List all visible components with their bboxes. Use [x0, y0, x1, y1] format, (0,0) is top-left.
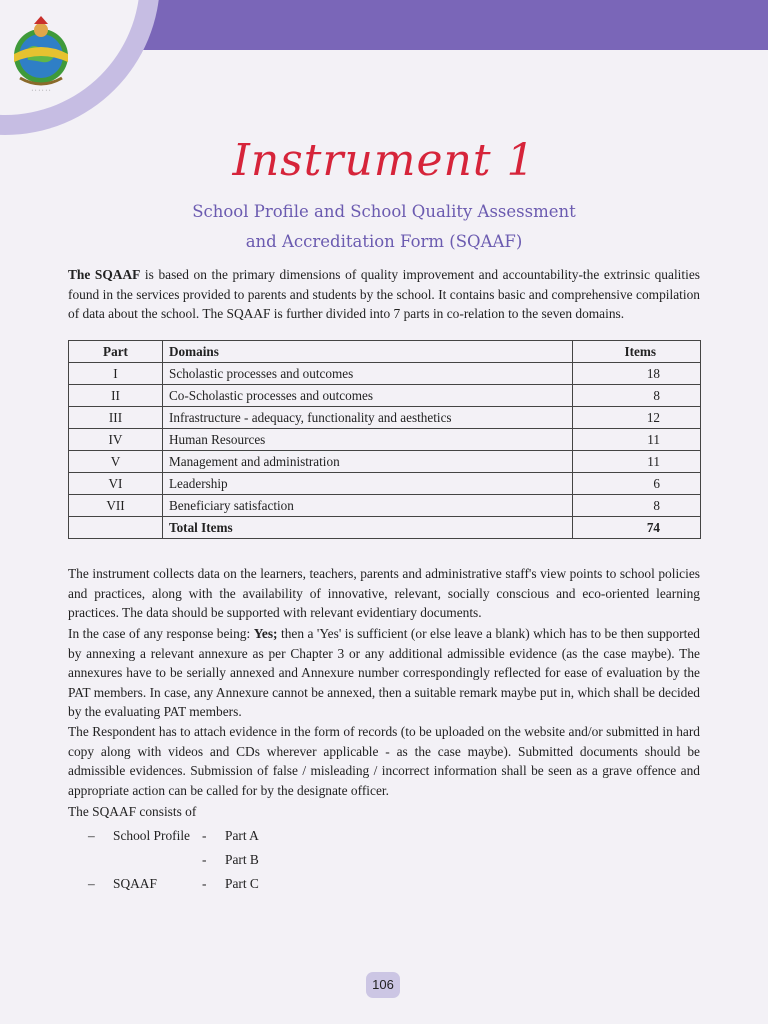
- list-name: SQAAF: [113, 876, 157, 891]
- cell-items: 8: [573, 385, 701, 407]
- cell-domain: Infrastructure - adequacy, functionality and aesthetics: [163, 407, 573, 429]
- page-title: Instrument 1: [232, 135, 536, 186]
- total-value: 74: [573, 517, 701, 539]
- cell-domain: Management and administration: [163, 451, 573, 473]
- cell-part: II: [69, 385, 163, 407]
- cell-part: III: [69, 407, 163, 429]
- cell-part: I: [69, 363, 163, 385]
- consists-label: The SQAAF consists of: [68, 804, 197, 819]
- list-separator: -: [202, 828, 207, 843]
- p2-after: then a 'Yes' is sufficient (or else leave a blank) which has to be then supported by annexing a relevant annexure as per Chapter 3 or any additional admissible evidence (as the case maybe). The annexures have to be serially annexed and Annexure number correspondingly reflected for ease of evaluation by the PAT members. In case, any Annexure cannot be annexed, then a suitable remark maybe put in, which shall be decided by the evaluating PAT members.: [68, 626, 700, 719]
- cell-part: V: [69, 451, 163, 473]
- table-row: [69, 429, 701, 451]
- cell-items: 8: [573, 495, 701, 517]
- cell-items: 11: [573, 451, 701, 473]
- p2-bold: Yes;: [253, 626, 278, 641]
- list-dash: –: [88, 828, 95, 843]
- cell-items: 12: [573, 407, 701, 429]
- table-row: [69, 363, 701, 385]
- header-part: Part: [69, 341, 163, 363]
- table-total-row: [69, 517, 701, 539]
- intro-paragraph: [68, 265, 700, 324]
- list-dash: –: [88, 876, 95, 891]
- table-row: [69, 473, 701, 495]
- p2-before: In the case of any response being:: [68, 626, 254, 641]
- cell-domain: Co-Scholastic processes and outcomes: [163, 385, 573, 407]
- intro-text: is based on the primary dimensions of quality improvement and accountability-the extrinsic qualities found in the services provided to parents and students by the school. It contains basic and comprehensive compilation of data about the school. The SQAAF is further divided into 7 parts in co-relation to the seven domains.: [68, 267, 700, 321]
- page-number-badge: 106: [366, 972, 400, 998]
- table-row: [69, 451, 701, 473]
- body-paragraph-3: The Respondent has to attach evidence in the form of records (to be uploaded on the website and/or submitted in hard copy along with videos and CDs wherever applicable - as the case maybe). Submitted documents should be admissible evidences. Submission of false / misleading / incorrect information shall be seen as a grave offence and appropriate action can be called for by the designate officer.: [68, 724, 700, 798]
- list-separator: -: [202, 876, 207, 891]
- cell-part-empty: [69, 517, 163, 539]
- header-domains: Domains: [163, 341, 573, 363]
- total-label: Total Items: [163, 517, 573, 539]
- cell-domain: Beneficiary satisfaction: [163, 495, 573, 517]
- cell-domain: Human Resources: [163, 429, 573, 451]
- cell-domain: Scholastic processes and outcomes: [163, 363, 573, 385]
- subtitle-line-2: and Accreditation Form (SQAAF): [245, 232, 523, 251]
- body-paragraph-2: [68, 624, 700, 722]
- list-separator: -: [202, 852, 207, 867]
- list-part: Part A: [225, 828, 259, 843]
- cell-domain: Leadership: [163, 473, 573, 495]
- list-name: School Profile: [113, 828, 190, 843]
- table-row: [69, 407, 701, 429]
- svg-text:· · · · · ·: · · · · · ·: [31, 88, 51, 94]
- subtitle-line-1: School Profile and School Quality Assessment: [192, 202, 576, 221]
- intro-bold: The SQAAF: [68, 267, 141, 282]
- cell-items: 6: [573, 473, 701, 495]
- list-part: Part C: [225, 876, 259, 891]
- table-header-row: [69, 341, 701, 363]
- cell-part: VI: [69, 473, 163, 495]
- school-emblem-logo: [6, 10, 76, 94]
- cell-part: VII: [69, 495, 163, 517]
- cell-items: 18: [573, 363, 701, 385]
- list-part: Part B: [225, 852, 259, 867]
- header-items: Items: [573, 341, 701, 363]
- cell-items: 11: [573, 429, 701, 451]
- cell-part: IV: [69, 429, 163, 451]
- table-row: [69, 495, 701, 517]
- body-paragraph-1: The instrument collects data on the learners, teachers, parents and administrative staff's view points to school policies and practices, along with the availability of innovative, relevant, socially conscious and eco-oriented learning practices. The data should be supported with relevant evidentiary documents.: [68, 566, 700, 620]
- domains-table: [68, 340, 701, 539]
- table-row: [69, 385, 701, 407]
